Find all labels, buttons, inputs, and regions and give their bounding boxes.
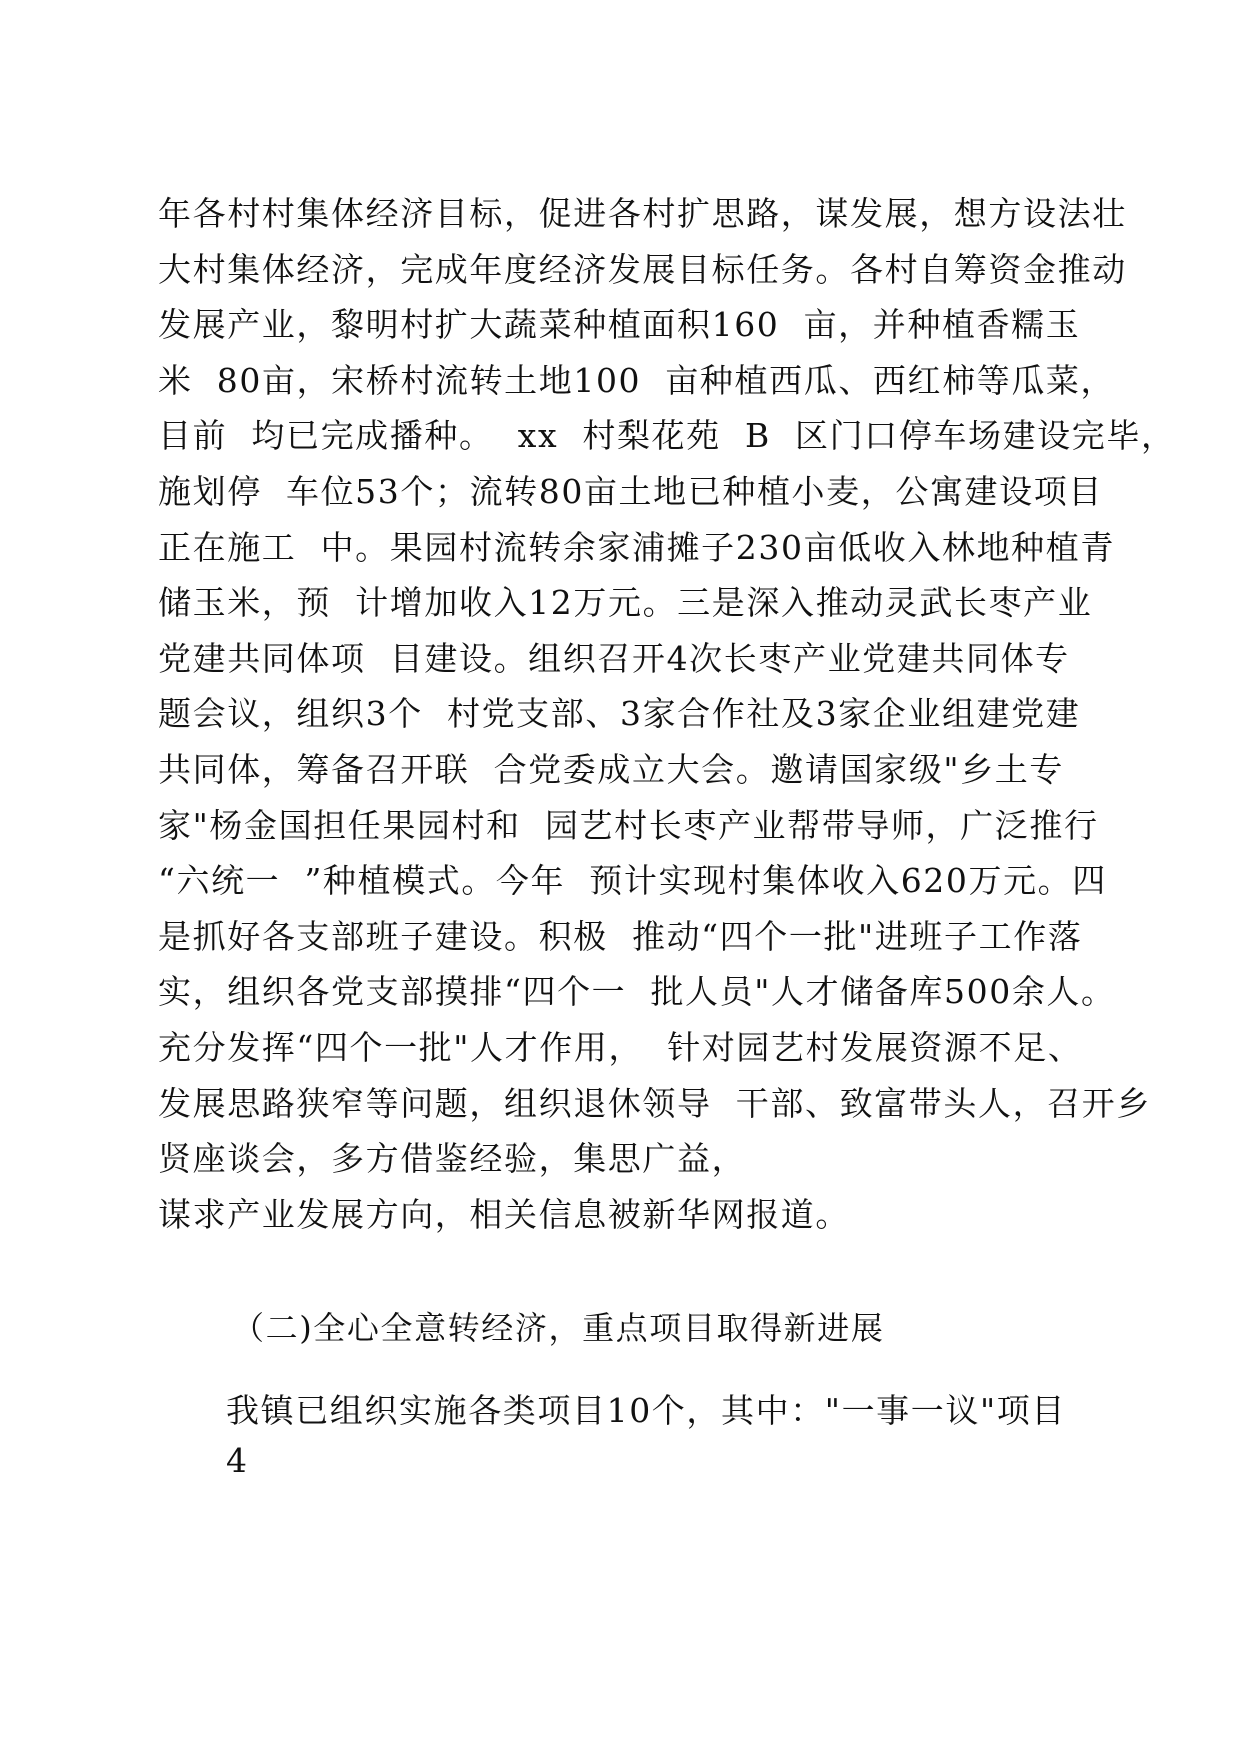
text-line: 4 <box>226 1441 249 1480</box>
section-paragraph <box>226 1386 1076 1486</box>
body-paragraph <box>158 186 1176 1242</box>
text-line: 正在施工 中。果园村流转余家浦摊子230亩低收入林地种植青 <box>158 527 1115 567</box>
section-heading: （二)全心全意转经济，重点项目取得新进展 <box>232 1309 885 1347</box>
text-line: 谋求产业发展方向，相关信息被新华网报道。 <box>158 1194 850 1234</box>
text-line: 施划停 车位53个；流转80亩土地已种植小麦，公寓建设项目 <box>158 471 1103 511</box>
text-line: 米 80亩，宋桥村流转土地100 亩种植西瓜、西红柿等瓜菜， <box>158 360 1116 400</box>
text-line: 储玉米，预 计增加收入12万元。三是深入推动灵武长枣产业 <box>158 583 1093 623</box>
text-line: 发展产业，黎明村扩大蔬菜种植面积160 亩，并种植香糯玉 <box>158 305 1081 345</box>
text-line: 共同体，筹备召开联 合党委成立大会。邀请国家级"乡土专 <box>158 749 1064 789</box>
text-line: 我镇已组织实施各类项目10个，其中："一事一议"项目 <box>226 1391 1066 1430</box>
text-line: “六统一 ”种植模式。今年 预计实现村集体收入620万元。四 <box>158 861 1107 901</box>
text-line: 大村集体经济，完成年度经济发展目标任务。各村自筹资金推动 <box>158 249 1127 289</box>
text-line: 题会议，组织3个 村党支部、3家合作社及3家企业组建党建 <box>158 694 1081 734</box>
text-line: 党建共同体项 目建设。组织召开4次长枣产业党建共同体专 <box>158 638 1070 678</box>
text-line: 是抓好各支部班子建设。积极 推动“四个一批"进班子工作落 <box>158 916 1083 956</box>
text-line: 实，组织各党支部摸排“四个一 批人员"人才储备库500余人。 <box>158 972 1116 1012</box>
text-line: 家"杨金国担任果园村和 园艺村长枣产业帮带导师，广泛推行 <box>158 805 1099 845</box>
text-line: 充分发挥“四个一批"人才作用， 针对园艺村发展资源不足、 <box>158 1027 1083 1067</box>
text-line: 年各村村集体经济目标，促进各村扩思路，谋发展，想方设法壮 <box>158 194 1127 233</box>
text-line: 目前 均已完成播种。 xx 村梨花苑 B 区门口停车场建设完毕， <box>158 416 1176 456</box>
text-line: 发展思路狭窄等问题，组织退休领导 干部、致富带头人，召开乡 <box>158 1083 1151 1123</box>
text-line: 贤座谈会，多方借鉴经验，集思广益， <box>158 1139 747 1179</box>
